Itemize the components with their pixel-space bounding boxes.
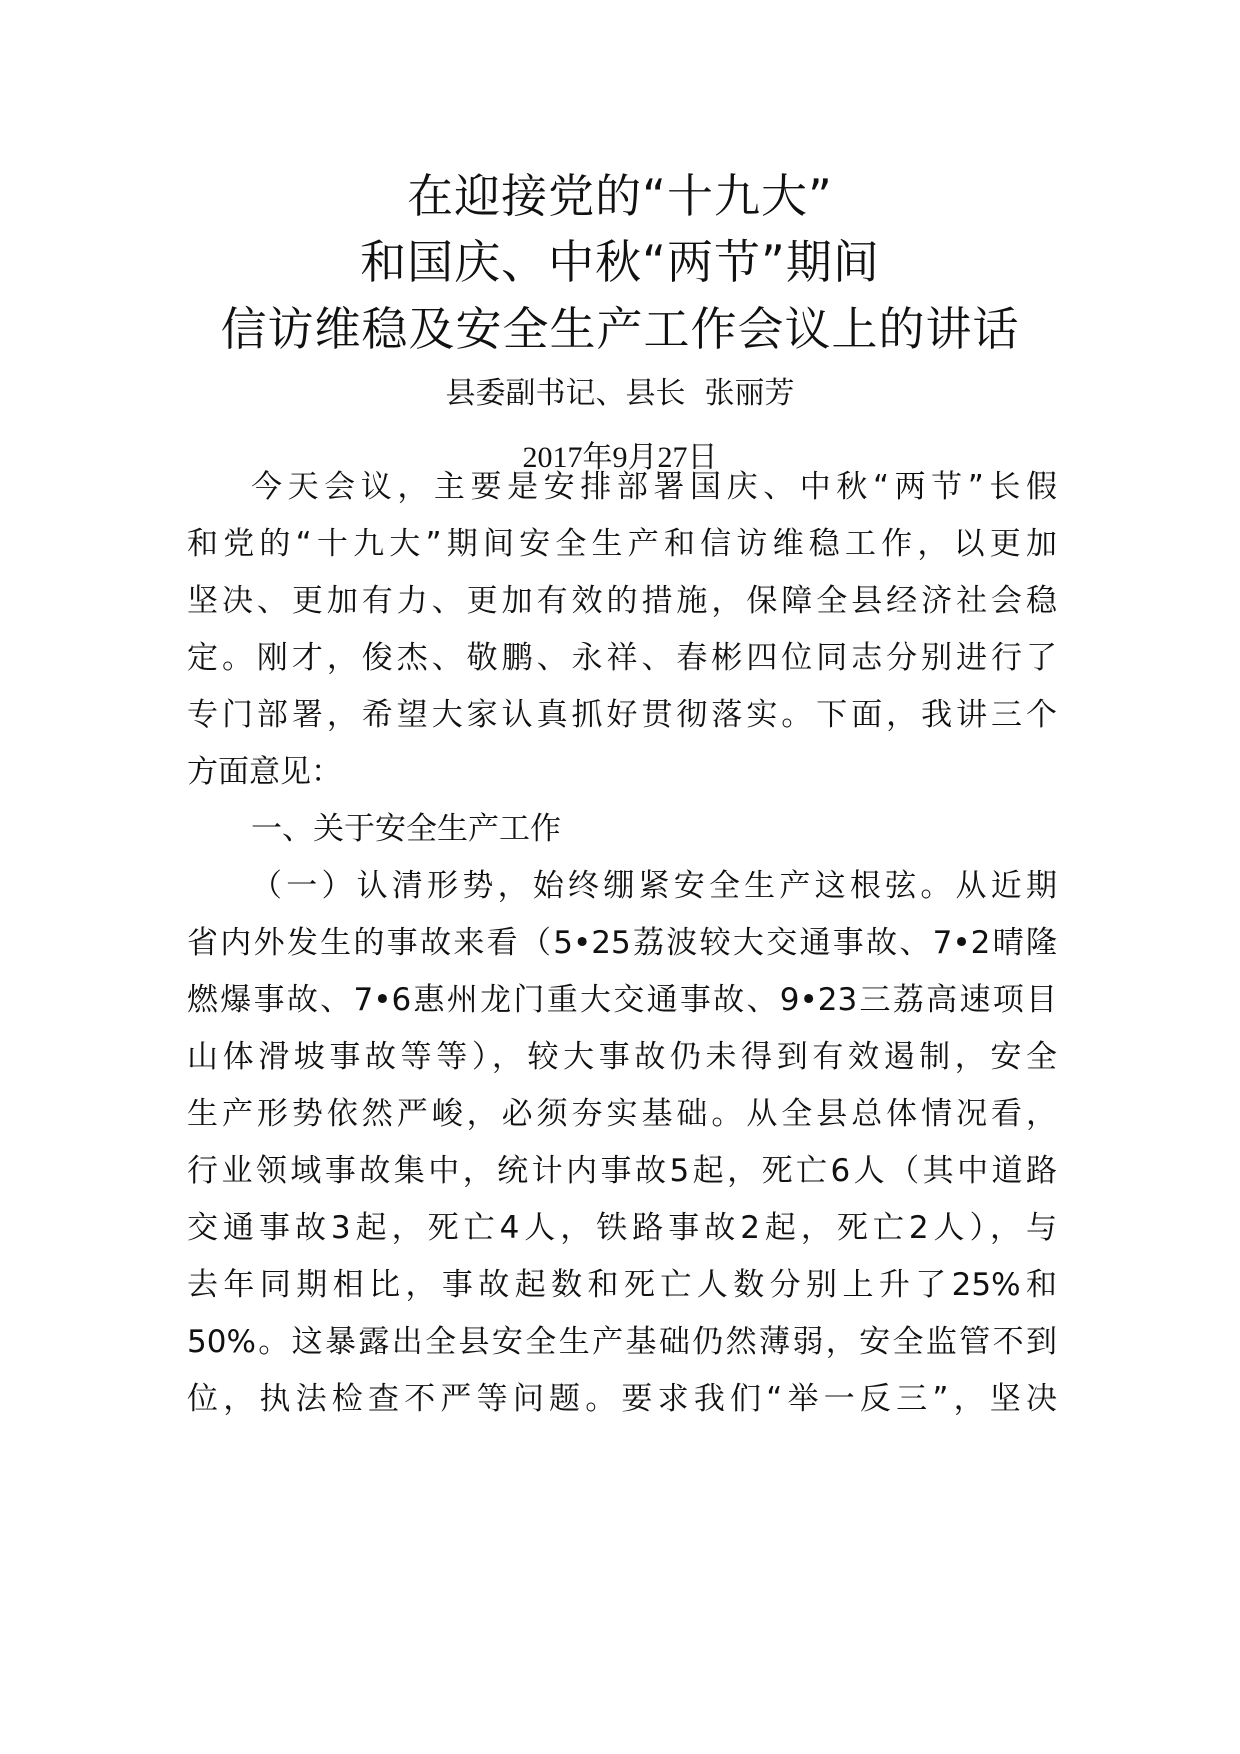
paragraph-1-line-3: 坚决、更加有力、更加有效的措施，保障全县经济社会稳: [187, 583, 1057, 619]
paragraph-2-line-6: 行业领域事故集中，统计内事故5起，死亡6人（其中道路: [187, 1153, 1057, 1189]
paragraph-2-line-2: 省内外发生的事故来看（5•25荔波较大交通事故、7•2晴隆: [187, 925, 1057, 961]
paragraph-1-line-4: 定。刚才，俊杰、敬鹏、永祥、春彬四位同志分别进行了: [187, 640, 1057, 676]
paragraph-2-line-5: 生产形势依然严峻，必须夯实基础。从全县总体情况看，: [187, 1096, 1057, 1132]
author-line: 县委副书记、县长 张丽芳: [445, 376, 795, 411]
title-line-3: 信访维稳及安全生产工作会议上的讲话: [220, 302, 1020, 356]
paragraph-1-line-1: 今天会议，主要是安排部署国庆、中秋“两节”长假: [251, 469, 1057, 505]
paragraph-2-line-1: （一）认清形势，始终绷紧安全生产这根弦。从近期: [251, 868, 1057, 904]
paragraph-2-line-4: 山体滑坡事故等等），较大事故仍未得到有效遏制，安全: [187, 1039, 1057, 1075]
title-line-1: 在迎接党的“十九大”: [407, 169, 833, 223]
paragraph-1-line-6: 方面意见：: [187, 754, 342, 790]
paragraph-1-line-2: 和党的“十九大”期间安全生产和信访维稳工作，以更加: [187, 526, 1057, 562]
paragraph-2-line-3: 燃爆事故、7•6惠州龙门重大交通事故、9•23三荔高速项目: [187, 982, 1057, 1018]
paragraph-2-line-10: 位，执法检查不严等问题。要求我们“举一反三”，坚决: [187, 1381, 1057, 1417]
section-1-heading: 一、关于安全生产工作: [251, 811, 561, 847]
paragraph-2-line-9: 50%。这暴露出全县安全生产基础仍然薄弱，安全监管不到: [187, 1324, 1057, 1360]
paragraph-1-line-5: 专门部署，希望大家认真抓好贯彻落实。下面，我讲三个: [187, 697, 1057, 733]
paragraph-2-line-7: 交通事故3起，死亡4人，铁路事故2起，死亡2人），与: [187, 1210, 1057, 1246]
paragraph-2-line-8: 去年同期相比，事故起数和死亡人数分别上升了25%和: [187, 1267, 1057, 1303]
date-line: 2017年9月27日: [522, 441, 718, 474]
title-line-2: 和国庆、中秋“两节”期间: [360, 235, 880, 289]
